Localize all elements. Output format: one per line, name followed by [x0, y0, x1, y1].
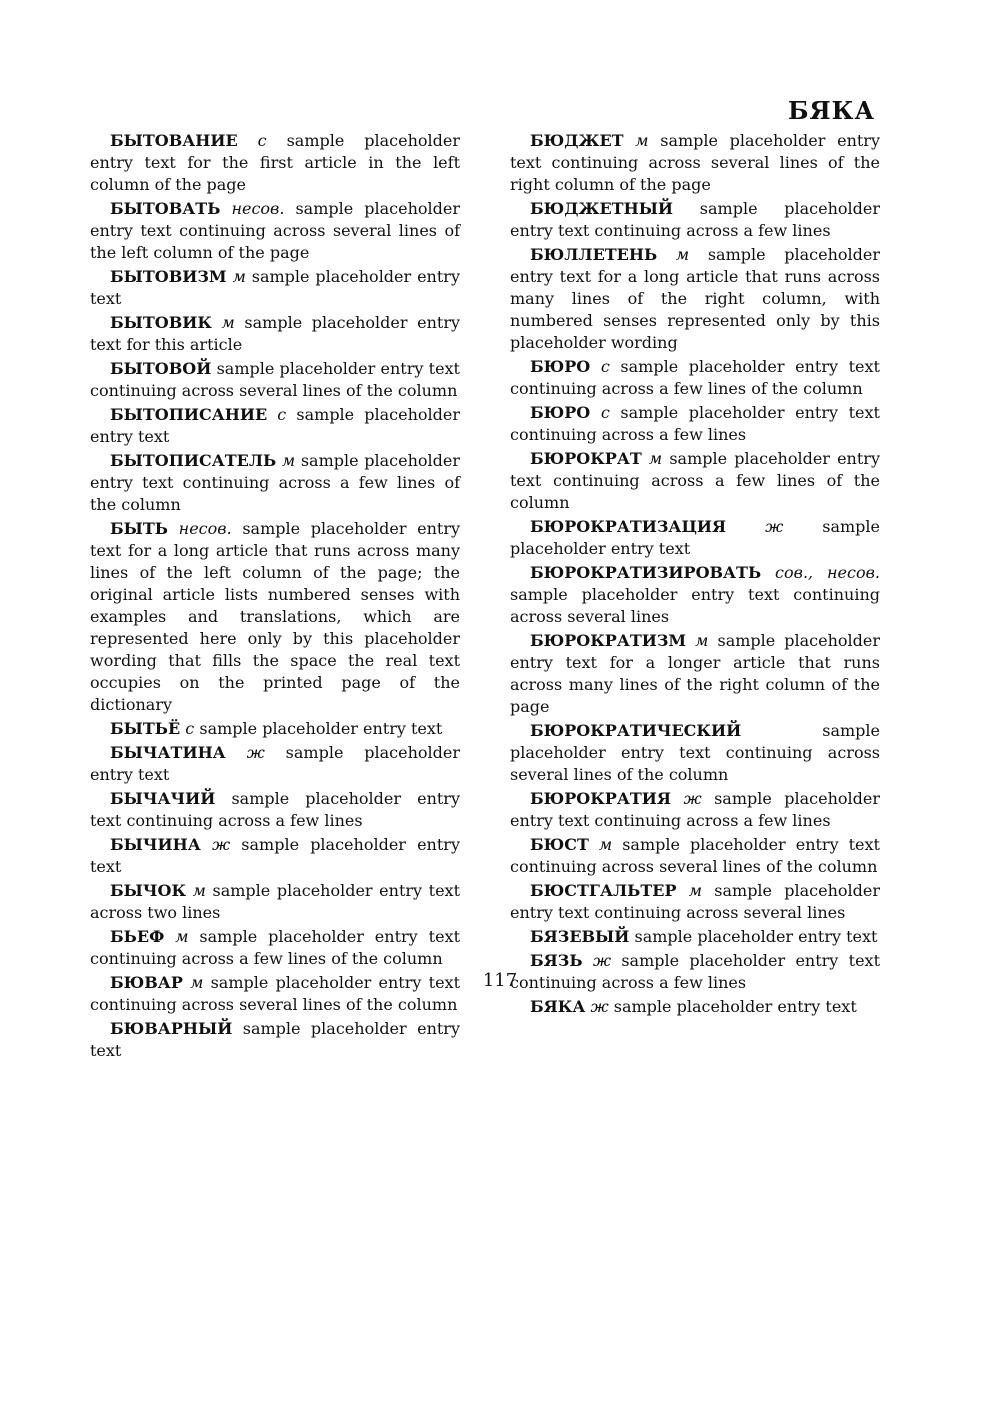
entry-headword: БЫТОПИСАТЕЛЬ — [110, 451, 277, 470]
entry-headword: БЮРОКРАТИЯ — [530, 789, 671, 808]
entry-headword: БЮРОКРАТИЗИРОВАТЬ — [530, 563, 762, 582]
dictionary-entry — [510, 356, 880, 400]
page-number: 117 — [482, 970, 518, 991]
entry-definition: sample placeholder entry text continuing across a few lines of the column — [510, 449, 880, 512]
left-column — [90, 130, 460, 1064]
dictionary-entry — [90, 130, 460, 196]
dictionary-entry — [510, 926, 880, 948]
entry-headword: БЫЧАЧИЙ — [110, 789, 216, 808]
entry-definition: sample placeholder entry text continuing across a few lines of the column — [510, 357, 880, 398]
entry-definition: sample placeholder entry text — [90, 1019, 460, 1060]
dictionary-entry — [90, 404, 460, 448]
dictionary-entry — [510, 788, 880, 832]
entry-headword: БЮДЖЕТНЫЙ — [530, 199, 674, 218]
entry-definition: sample placeholder entry text — [634, 927, 878, 946]
entry-headword: БЬЕФ — [110, 927, 165, 946]
entry-definition: sample placeholder entry text continuing across a few lines — [510, 403, 880, 444]
dictionary-entry — [510, 130, 880, 196]
entry-definition: sample placeholder entry text continuing across several lines of the left column of the page — [90, 199, 460, 262]
entry-definition: sample placeholder entry text continuing across several lines of the right column of the page — [510, 131, 880, 194]
entry-headword: БЯЗЕВЫЙ — [530, 927, 630, 946]
entry-grammar-label: с — [277, 405, 287, 424]
entry-grammar-label: м — [688, 881, 702, 900]
entry-grammar-label: м — [232, 267, 246, 286]
dictionary-entry — [90, 718, 460, 740]
entry-grammar-label: м — [175, 927, 189, 946]
dictionary-entry — [90, 880, 460, 924]
entry-headword: БЫТЬ — [110, 519, 169, 538]
dictionary-entry — [90, 788, 460, 832]
entry-headword: БЮРОКРАТИЧЕСКИЙ — [530, 721, 742, 740]
entry-headword: БЮРОКРАТИЗАЦИЯ — [530, 517, 727, 536]
dictionary-entry — [90, 926, 460, 970]
entry-definition: sample placeholder entry text continuing across several lines of the column — [510, 835, 880, 876]
entry-headword: БЮВАРНЫЙ — [110, 1019, 233, 1038]
entry-grammar-label: с — [257, 131, 267, 150]
entry-grammar-label: ж — [246, 743, 265, 762]
entry-headword: БЫТОВИК — [110, 313, 212, 332]
entry-grammar-label: ж — [765, 517, 784, 536]
entry-definition: sample placeholder entry text continuing across a few lines — [90, 789, 460, 830]
dictionary-entry — [510, 630, 880, 718]
dictionary-entry — [510, 244, 880, 354]
dictionary-entry — [510, 834, 880, 878]
entry-headword: БЫТОВОЙ — [110, 359, 212, 378]
entry-definition: sample placeholder entry text continuing across a few lines — [510, 789, 881, 830]
entry-grammar-label: несов. — [178, 519, 232, 538]
entry-definition: sample placeholder entry text — [199, 719, 443, 738]
entry-definition: sample placeholder entry text continuing across several lines — [510, 585, 880, 626]
dictionary-entry — [510, 996, 880, 1018]
entry-definition: sample placeholder entry text continuing across several lines of the column — [510, 721, 880, 784]
entry-definition: sample placeholder entry text continuing across a few lines — [510, 199, 880, 240]
entry-grammar-label: м — [281, 451, 296, 470]
running-head: БЯКА — [787, 96, 875, 125]
entry-definition: sample placeholder entry text continuing across several lines of the column — [90, 359, 460, 400]
entry-headword: БЮЛЛЕТЕНЬ — [530, 245, 658, 264]
entry-headword: БЮДЖЕТ — [530, 131, 624, 150]
dictionary-entry — [510, 448, 880, 514]
dictionary-entry — [90, 742, 460, 786]
entry-headword: БЮРОКРАТИЗМ — [530, 631, 687, 650]
entry-definition: sample placeholder entry text continuing across a few lines of the column — [90, 451, 460, 514]
entry-definition: sample placeholder entry text — [90, 743, 461, 784]
dictionary-entry — [90, 450, 460, 516]
dictionary-entry — [510, 720, 880, 786]
dictionary-entry — [510, 402, 880, 446]
entry-headword: БЫЧАТИНА — [110, 743, 226, 762]
entry-grammar-label: м — [190, 973, 204, 992]
entry-grammar-label: с — [600, 403, 610, 422]
entry-headword: БЮРО — [530, 403, 591, 422]
entry-headword: БЮРОКРАТ — [530, 449, 642, 468]
dictionary-entry — [90, 834, 460, 878]
right-column — [510, 130, 880, 1020]
entry-headword: БЫТОВАТЬ — [110, 199, 221, 218]
entry-headword: БЫТЬЁ — [110, 719, 181, 738]
entry-grammar-label: м — [598, 835, 613, 854]
dictionary-entry — [90, 198, 460, 264]
entry-definition: sample placeholder entry text across two lines — [90, 881, 461, 922]
dictionary-entry — [510, 880, 880, 924]
entry-grammar-label: м — [635, 131, 649, 150]
entry-definition: sample placeholder entry text — [90, 835, 460, 876]
entry-definition: sample placeholder entry text continuing across several lines of the column — [90, 973, 460, 1014]
entry-headword: БЫЧИНА — [110, 835, 201, 854]
dictionary-entry — [90, 518, 460, 716]
entry-grammar-label: м — [192, 881, 206, 900]
dictionary-entry — [90, 312, 460, 356]
entry-headword: БЮСТГАЛЬТЕР — [530, 881, 677, 900]
entry-definition: sample placeholder entry text — [90, 267, 460, 308]
entry-definition: sample placeholder entry text continuing across a few lines — [510, 951, 880, 992]
entry-headword: БЯКА — [530, 997, 586, 1016]
entry-definition: sample placeholder entry text for the first article in the left column of the page — [90, 131, 460, 194]
dictionary-entry — [510, 198, 880, 242]
entry-headword: БЯЗЬ — [530, 951, 583, 970]
entry-grammar-label: ж — [211, 835, 231, 854]
entry-grammar-label: м — [648, 449, 663, 468]
entry-definition: sample placeholder entry text for this article — [90, 313, 460, 354]
entry-headword: БЮРО — [530, 357, 591, 376]
entry-grammar-label: м — [221, 313, 235, 332]
entry-definition: sample placeholder entry text — [90, 405, 460, 446]
entry-grammar-label: ж — [683, 789, 702, 808]
entry-definition: sample placeholder entry text for a longer article that runs across many lines of the right column of the page — [510, 631, 881, 716]
entry-definition: sample placeholder entry text continuing across several lines — [510, 881, 881, 922]
entry-headword: БЮВАР — [110, 973, 183, 992]
entry-grammar-label: м — [695, 631, 709, 650]
entry-grammar-label: ж — [592, 951, 612, 970]
entry-grammar-label: с — [185, 719, 195, 738]
entry-headword: БЫТОПИСАНИЕ — [110, 405, 268, 424]
entry-headword: БЮСТ — [530, 835, 589, 854]
entry-grammar-label: с — [600, 357, 610, 376]
entry-grammar-label: несов. — [231, 199, 285, 218]
dictionary-entry — [510, 516, 880, 560]
entry-definition: sample placeholder entry text — [613, 997, 857, 1016]
entry-definition: sample placeholder entry text for a long article that runs across many lines of the left column of the page; the original article lists numbered senses with examples and translations, which are represented here only by this placeholder wording that fills the space the real text occupies on the printed page of the dictionary — [90, 519, 460, 714]
entry-definition: sample placeholder entry text continuing across a few lines of the column — [90, 927, 460, 968]
entry-headword: БЫТОВИЗМ — [110, 267, 227, 286]
entry-grammar-label: сов., несов. — [775, 563, 880, 582]
entry-grammar-label: ж — [590, 997, 609, 1016]
dictionary-entry — [90, 266, 460, 310]
entry-headword: БЫЧОК — [110, 881, 186, 900]
entry-definition: sample placeholder entry text for a long article that runs across many lines of the right column, with numbered senses represented only by this placeholder wording — [510, 245, 880, 352]
dictionary-entry — [90, 1018, 460, 1062]
dictionary-entry — [510, 562, 880, 628]
dictionary-entry — [90, 358, 460, 402]
entry-headword: БЫТОВАНИЕ — [110, 131, 238, 150]
entry-grammar-label: м — [675, 245, 690, 264]
entry-definition: sample placeholder entry text — [510, 517, 880, 558]
